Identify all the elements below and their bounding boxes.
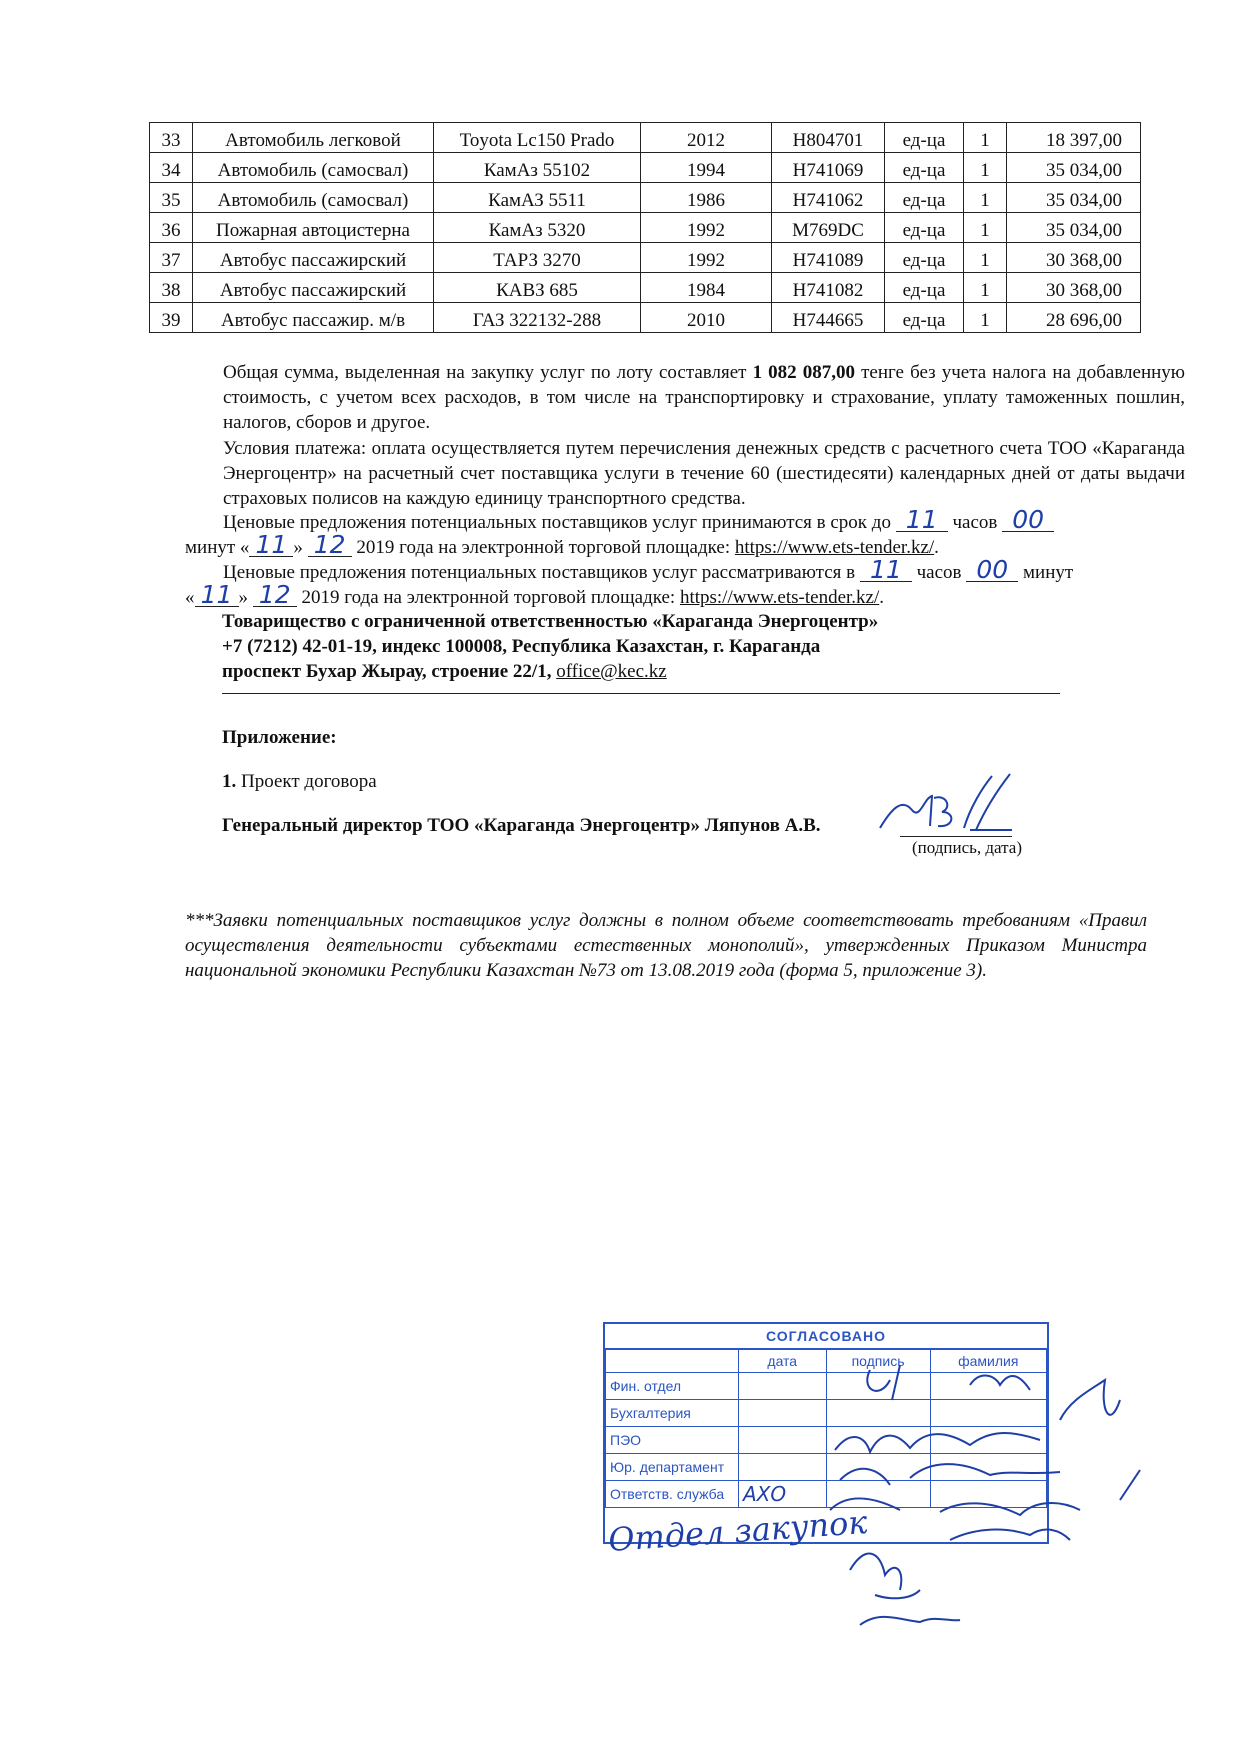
vehicle-plate: H804701 [772, 123, 885, 153]
appendix-item [222, 769, 1184, 794]
unit-cell: ед-ца [885, 123, 964, 153]
vehicle-year: 2010 [641, 303, 772, 333]
stamp-row-label: Юр. департамент [606, 1454, 739, 1481]
vehicle-model: ТАРЗ 3270 [434, 243, 641, 273]
stamp-col-date: дата [739, 1350, 827, 1373]
signature-caption: (подпись, дата) [912, 838, 1023, 857]
accept-hours-word: часов [952, 512, 998, 533]
appendix-item-text: Проект договора [236, 771, 377, 792]
vehicle-name: Автомобиль (самосвал) [193, 153, 434, 183]
payment-paragraph: Условия платежа: оплата осуществляется путем перечисления денежных средств с расчетного счета ТОО «Караганда Энергоцентр» на расчетный счет поставщика услуги в течение 60 (шестидесяти) календарных дней от даты выдачи страховых полисов на каждую единицу транспортного средства. [223, 438, 1185, 509]
review-year-text: 2019 года на электронной торговой площадке: [301, 587, 676, 608]
vehicle-year: 1994 [641, 153, 772, 183]
table-row [150, 243, 1141, 273]
accept-minute-handwritten: 00 [1002, 509, 1054, 532]
review-minute-handwritten: 00 [966, 559, 1018, 582]
accept-month-handwritten: 12 [308, 534, 352, 557]
unit-cell: ед-ца [885, 183, 964, 213]
vehicle-model: КАВЗ 685 [434, 273, 641, 303]
appendix-heading: Приложение: [222, 727, 337, 748]
row-number: 33 [150, 123, 193, 153]
review-url-link[interactable]: https://www.ets-tender.kz/ [679, 587, 880, 608]
review-quote-close: » [238, 587, 248, 608]
vehicle-model: ГАЗ 322132-288 [434, 303, 641, 333]
review-text: Ценовые предложения потенциальных поставщиков услуг рассматриваются в [223, 562, 856, 583]
review-quote-open: « [185, 587, 195, 608]
stamp-date-cell [739, 1373, 827, 1400]
handwritten-purchasing-dept: Отдел закупок [606, 1502, 869, 1560]
vehicle-plate: H741069 [772, 153, 885, 183]
vehicle-name: Автобус пассажирский [193, 273, 434, 303]
unit-cell: ед-ца [885, 303, 964, 333]
stamp-date-cell [739, 1454, 827, 1481]
total-paragraph [185, 360, 1185, 435]
unit-cell: ед-ца [885, 273, 964, 303]
vehicle-name: Пожарная автоцистерна [193, 213, 434, 243]
accept-url-link[interactable]: https://www.ets-tender.kz/ [734, 537, 935, 558]
table-row [150, 213, 1141, 243]
director-signature [872, 768, 1022, 838]
vehicle-model: КамАз 55102 [434, 153, 641, 183]
signature-underline [900, 836, 1012, 837]
quantity-cell: 1 [964, 273, 1007, 303]
company-address [222, 659, 1184, 684]
quantity-cell: 1 [964, 213, 1007, 243]
table-row [150, 303, 1141, 333]
row-number: 37 [150, 243, 193, 273]
stamp-row-label: Бухгалтерия [606, 1400, 739, 1427]
vehicle-name: Автобус пассажир. м/в [193, 303, 434, 333]
accept-period: . [934, 537, 939, 558]
vehicle-year: 1992 [641, 243, 772, 273]
vehicle-year: 1992 [641, 213, 772, 243]
price-cell: 35 034,00 [1007, 153, 1141, 183]
stamp-row-label: ПЭО [606, 1427, 739, 1454]
company-name: Товарищество с ограниченной ответственностью «Караганда Энергоцентр» [222, 611, 879, 632]
stamp-date-cell [739, 1427, 827, 1454]
stamp-title: СОГЛАСОВАНО [605, 1324, 1047, 1349]
total-text-before: Общая сумма, выделенная на закупку услуг по лоту составляет [223, 362, 753, 383]
total-amount: 1 082 087,00 [752, 362, 856, 383]
stamp-col-name: фамилия [930, 1350, 1046, 1373]
separator-line [222, 693, 1060, 694]
vehicle-name: Автомобиль (самосвал) [193, 183, 434, 213]
row-number: 38 [150, 273, 193, 303]
appendix-item-number: 1. [222, 771, 237, 792]
vehicle-name: Автобус пассажирский [193, 243, 434, 273]
total-text-after: тенге без учета налога на добавленную стоимость, с учетом всех расходов, в том числе на транспортировку и страхование, уплату таможенных пошлин, налогов, сборов и другое. [223, 362, 1185, 433]
vehicle-year: 1986 [641, 183, 772, 213]
unit-cell: ед-ца [885, 153, 964, 183]
accept-hour-handwritten: 11 [896, 509, 948, 532]
row-number: 36 [150, 213, 193, 243]
approval-signatures [820, 1360, 1150, 1660]
price-cell: 28 696,00 [1007, 303, 1141, 333]
unit-cell: ед-ца [885, 213, 964, 243]
review-hour-handwritten: 11 [860, 559, 912, 582]
review-period: . [879, 587, 884, 608]
vehicle-model: Toyota Lc150 Prado [434, 123, 641, 153]
table-row [150, 123, 1141, 153]
company-contacts: +7 (7212) 42-01-19, индекс 100008, Республика Казахстан, г. Караганда [222, 636, 821, 657]
vehicle-year: 1984 [641, 273, 772, 303]
footnote: ***Заявки потенциальных поставщиков услуг должны в полном объеме соответствовать требованиям «Правил осуществления деятельности субъектами естественных монополий», утвержденных Приказом Министра национальной экономики Республики Казахстан №73 от 13.08.2019 года (форма 5, приложение 3). [185, 910, 1147, 981]
accept-text: Ценовые предложения потенциальных поставщиков услуг принимаются в срок до [223, 512, 891, 533]
price-cell: 35 034,00 [1007, 183, 1141, 213]
quantity-cell: 1 [964, 303, 1007, 333]
unit-cell: ед-ца [885, 243, 964, 273]
vehicle-year: 2012 [641, 123, 772, 153]
review-day-handwritten: 11 [195, 584, 239, 607]
stamp-header-empty [606, 1350, 739, 1373]
vehicle-plate: H741062 [772, 183, 885, 213]
accept-minutes-word: минут « [185, 537, 250, 558]
director-line: Генеральный директор ТОО «Караганда Энергоцентр» Ляпунов А.В. [222, 815, 821, 836]
stamp-date-cell [739, 1400, 827, 1427]
row-number: 34 [150, 153, 193, 183]
price-cell: 18 397,00 [1007, 123, 1141, 153]
company-email-link[interactable]: office@kec.kz [556, 661, 667, 682]
vehicle-table [149, 122, 1141, 333]
review-month-handwritten: 12 [253, 584, 297, 607]
row-number: 35 [150, 183, 193, 213]
vehicle-plate: H741082 [772, 273, 885, 303]
stamp-date-cell: АХО [739, 1481, 827, 1508]
company-address-text: проспект Бухар Жырау, строение 22/1, [222, 661, 557, 682]
accept-quote-close: » [293, 537, 303, 558]
stamp-row-label: Фин. отдел [606, 1373, 739, 1400]
quantity-cell: 1 [964, 183, 1007, 213]
accept-year-text: 2019 года на электронной торговой площадке: [356, 537, 731, 558]
vehicle-plate: H741089 [772, 243, 885, 273]
stamp-col-sign: подпись [826, 1350, 930, 1373]
quantity-cell: 1 [964, 153, 1007, 183]
vehicle-name: Автомобиль легковой [193, 123, 434, 153]
vehicle-plate: M769DC [772, 213, 885, 243]
price-cell: 30 368,00 [1007, 243, 1141, 273]
price-cell: 35 034,00 [1007, 213, 1141, 243]
review-line-1 [185, 555, 1185, 585]
review-line-2 [185, 580, 1147, 610]
price-cell: 30 368,00 [1007, 273, 1141, 303]
quantity-cell: 1 [964, 243, 1007, 273]
stamp-row-label: Ответств. служба [606, 1481, 739, 1508]
vehicle-plate: H744665 [772, 303, 885, 333]
accept-day-handwritten: 11 [249, 534, 293, 557]
table-row [150, 153, 1141, 183]
vehicle-model: КамАЗ 5511 [434, 183, 641, 213]
review-minutes-word: минут [1023, 562, 1074, 583]
table-row [150, 273, 1141, 303]
table-row [150, 183, 1141, 213]
review-hours-word: часов [916, 562, 962, 583]
quantity-cell: 1 [964, 123, 1007, 153]
row-number: 39 [150, 303, 193, 333]
vehicle-model: КамАз 5320 [434, 213, 641, 243]
